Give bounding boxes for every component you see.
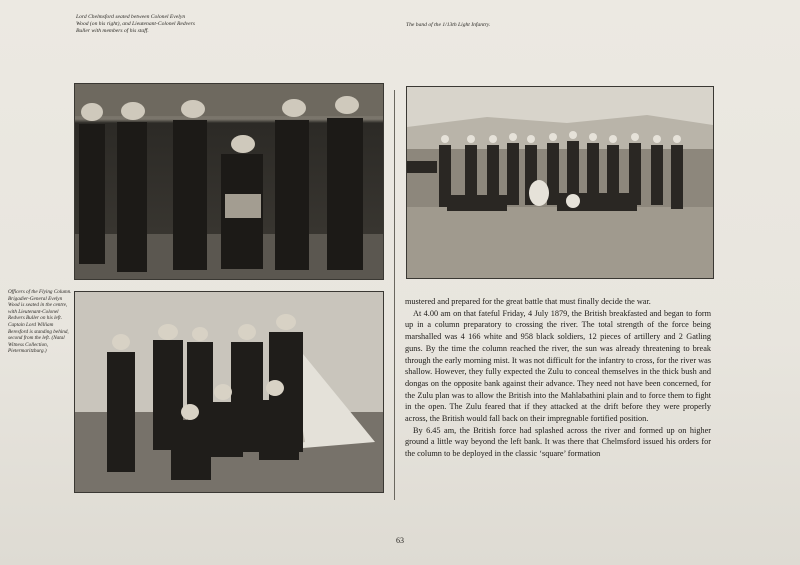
photo-regimental-band — [406, 86, 714, 279]
paragraph: At 4.00 am on that fateful Friday, 4 July 1879, the British breakfasted and began to form up in a column preparatory to crossing the river. The total strength of the force being marshalled was 4 166 white and 958 black soldiers, 12 pieces of artillery and 2 Gatling guns. By the time the column reached the river, the sun was already threatening to break through the early morning mist. It was not difficult for the infantry to cross, for the river was shallow. However, they fully expected the Zulu to conceal themselves in the thick bush and dongas on the opposite bank against their advance. They need not have been concerned, for the Zulu plan was to allow the British into the Mahlabathini plain and to force them to fight in the open. The Zulu feared that if they attacked at the drift before they were properly across, the British would fall back on their impregnable fortified position. — [405, 308, 711, 424]
page-number: 63 — [396, 536, 404, 545]
paragraph: By 6.45 am, the British force had splashed across the river and formed up on higher ground a little way beyond the left bank. It was there that Chelmsford issued his orders for the column to be deployed in the classic ‘square’ formation — [405, 425, 711, 459]
caption-flying-column: Officers of the Flying Column. Brigadier-General Evelyn Wood is seated in the centre, with Lieutenant-Colonel Redvers Buller on his left. Captain Lord William Beresford is standing behind, second from the left. (Natal Witness Collection, Pietermaritzburg.) — [8, 289, 72, 355]
photo-chelmsford-staff — [74, 83, 384, 280]
paragraph: mustered and prepared for the great battle that must finally decide the war. — [405, 297, 651, 306]
body-text — [405, 296, 711, 460]
column-divider — [394, 90, 395, 500]
caption-chelmsford-staff: Lord Chelmsford seated between Colonel Evelyn Wood (on his right), and Lieutenant-Colonel Redvers Buller with members of his staff. — [76, 14, 195, 34]
caption-band: The band of the 1/13th Light Infantry. — [406, 22, 491, 28]
photo-flying-column-officers — [74, 291, 384, 493]
